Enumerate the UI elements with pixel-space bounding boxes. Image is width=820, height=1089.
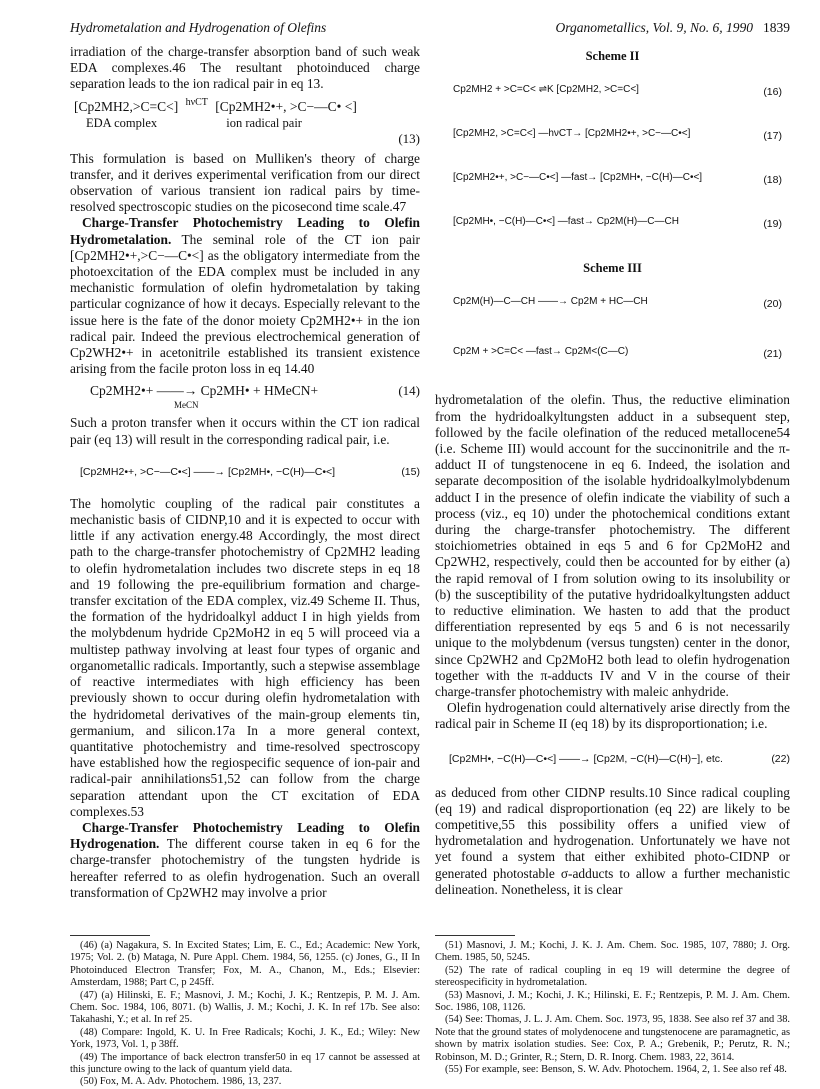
scheme-3-eq-20 (435, 282, 790, 332)
scheme-equation: [Cp2MH•, −C(H)—C•<] —fast→ Cp2M(H)—C—CH (453, 216, 679, 228)
equation-number: (16) (763, 86, 782, 99)
equation-13 (70, 97, 420, 147)
equation-body: [Cp2MH2•+, >C−—C•<] ——→ [Cp2MH•, −C(H)—C•<] (80, 465, 336, 478)
paragraph (70, 820, 420, 901)
paragraph: This formulation is based on Mulliken's theory of charge transfer, and it derives experimental verification from our direct observation of various transient ion radical pairs by time-resolved spectroscopic studies on the picosecond time scale.47 (70, 150, 420, 215)
equation-body (90, 383, 318, 412)
equation-body (74, 96, 357, 131)
equation-body: [Cp2MH•, −C(H)—C•<] ——→ [Cp2M, −C(H)—C(H)−], etc. (449, 752, 723, 765)
paragraph: Olefin hydrogenation could alternatively arise directly from the radical pair in Scheme II (eq 18) by its disproportionation; i.e. (435, 700, 790, 732)
paragraph: Such a proton transfer when it occurs within the CT ion radical pair (eq 13) will result in the corresponding radical pair, i.e. (70, 415, 420, 447)
scheme-2-eq-16 (435, 70, 790, 114)
equation-number: (17) (763, 130, 782, 143)
footnote-48: (48) Compare: Ingold, K. U. In Free Radicals; Kochi, J. K., Ed.; Wiley: New York, 1973, Vol. 1, p 38ff. (70, 1026, 420, 1051)
scheme-2-eq-18 (435, 158, 790, 202)
scheme-3-eq-21 (435, 332, 790, 386)
equation-number: (19) (763, 218, 782, 231)
equation-number: (21) (763, 348, 782, 361)
scheme-2-eq-17 (435, 114, 790, 158)
footnotes-right (435, 940, 790, 1076)
footnote-53: (53) Masnovi, J. M.; Kochi, J. K.; Hilinski, E. F.; Rentzepis, P. M. J. Am. Chem. Soc. 1986, 108, 1126. (435, 989, 790, 1014)
scheme-equation: Cp2M(H)—C—CH ——→ Cp2M + HC—CH (453, 296, 648, 308)
footnote-52: (52) The rate of radical coupling in eq 19 will determine the degree of stereospecificity in hydrometalation. (435, 964, 790, 989)
eq14-solvent: MeCN (174, 399, 199, 410)
footnote-rule (435, 935, 515, 936)
equation-22 (435, 737, 790, 781)
eq13-label-ion-pair: ion radical pair (226, 115, 302, 130)
paragraph (70, 215, 420, 377)
equation-number: (14) (398, 383, 420, 399)
eq13-arrow-label: hνCT (185, 96, 208, 108)
scheme-2-eq-19 (435, 202, 790, 246)
equation-number: (13) (398, 130, 420, 146)
equation-14 (70, 381, 420, 411)
page-number: 1839 (763, 20, 790, 35)
footnote-49: (49) The importance of back electron transfer50 in eq 17 cannot be assessed at this juncture owing to the lack of quantum yield data. (70, 1051, 420, 1076)
footnote-51: (51) Masnovi, J. M.; Kochi, J. K. J. Am. Chem. Soc. 1985, 107, 7880; J. Org. Chem. 1985, 50, 5245. (435, 940, 790, 964)
section-heading-hydrogenation: Charge-Transfer Photochemistry Leading to Olefin Hydrogenation. (70, 819, 420, 852)
footnotes-left (70, 940, 420, 1089)
paragraph: as deduced from other CIDNP results.10 Since radical coupling (eq 19) and radical disproportionation (eq 22) are likely to be competitive,55 this possibility offers a unified view of hydrometalation and hydrogenation. Unfortunately we have not yet found a system that either exhibited photo-CIDNP or generated photostable σ-adducts to allow a further mechanistic delineation. Nonetheless, it is clear (435, 784, 790, 897)
footnote-rule (70, 935, 150, 936)
footnote-54: (54) See: Thomas, J. L. J. Am. Chem. Soc. 1973, 95, 1838. See also ref 37 and 38. Note that the ground states of molydenocene and tungstenocene are paramagnetic, as shown by matrix isolation studies. See: Cox, P. A.; Grebenik, P.; Perutz, R. N.; Robinson, M. D.; Grinter, R.; Stern, D. R. Inorg. Chem. 1983, 22, 3614. (435, 1014, 790, 1063)
equation-number: (20) (763, 298, 782, 311)
equation-15 (70, 452, 420, 492)
paragraph-text: The different course taken in eq 6 for the charge-transfer photochemistry of the tungsten hydride is hereafter referred to as olefin hydrogenation. Such an overall transformation of Cp2WH2 may involve a prior (70, 836, 420, 900)
right-column (435, 44, 790, 898)
paragraph: hydrometalation of the olefin. Thus, the reductive elimination from the hydridoalkyltungsten adduct in a subsequent step, followed by the facile olefination of the reduced metallocene54 (i.e. Scheme III) would account for the succinonitrile and the π-adduct II of tungstenocene in eq 6. Indeed, the isolation and separate decomposition of the isolable hydridoalkylmolybdenum adduct I in the presence of olefin indicate the viability of such a process (viz., eq 10) under the photochemical conditions extant during the charge-transfer photochemistry. The different stoichiometries obtained in eqs 5 and 6 for Cp2MoH2 and Cp2WH2, respectively, could then be accounted for by either (a) the rapid removal of I from solution owing to its insolubility or (b) the susceptibility of the putative hydridoalkyltungsten adduct to reductive elimination. We hasten to add that the product differentiation represented by eqs 5 and 6 is not necessarily unique to the molybdenum (versus tungsten) center in the donor, since Cp2WH2 and Cp2MoH2 both lead to olefin hydrogenation together with the π-adducts IV and V in the course of their charge-transfer photochemistry with maleic anhydride. (435, 392, 790, 700)
scheme-equation: Cp2MH2 + >C=C< ⇌K [Cp2MH2, >C=C<] (453, 84, 639, 96)
footnote-50: (50) Fox, M. A. Adv. Photochem. 1986, 13, 237. (80, 1076, 282, 1088)
left-column (70, 44, 420, 901)
scheme-equation: [Cp2MH2•+, >C−—C•<] —fast→ [Cp2MH•, −C(H)—C•<] (453, 172, 703, 184)
paragraph: irradiation of the charge-transfer absorption band of such weak EDA complexes.46 The resultant photoinduced charge separation leads to the ion radical pair in eq 13. (70, 44, 420, 92)
scheme-equation: [Cp2MH2, >C=C<] —hνCT→ [Cp2MH2•+, >C−—C•<] (453, 128, 691, 140)
eq13-label-eda: EDA complex (86, 115, 158, 130)
eq13-lhs: [Cp2MH2,>C=C<] (74, 98, 179, 114)
running-header-title: Hydrometalation and Hydrogenation of Olefins (70, 20, 327, 35)
footnote-47: (47) (a) Hilinski, E. F.; Masnovi, J. M.; Kochi, J. K.; Rentzepis, P. M. J. Am. Chem. Soc. 1984, 106, 8071. (b) Wallis, J. M.; Kochi, J. K. In ref 17b. See also: Takahashi, Y.; et al. In ref 25. (70, 989, 420, 1026)
running-header-journal (556, 20, 791, 36)
paragraph: The homolytic coupling of the radical pair constitutes a mechanistic basis of CIDNP,10 and it is expected to occur with little if any activation energy.48 Accordingly, the most direct path to the charge-transfer photochemistry of Cp2MH2 leading to olefin hydrometalation includes two discrete steps in eq 18 and 19 following the pre-equilibrium formation and charge-transfer excitation of the EDA complex, viz.49 Scheme II. Thus, the formation of the hydridoalkyl adduct I in high yields from the molybdenum hydride Cp2MoH2 in eq 5 will proceed via a multistep pathway involving at least four types of organic and organometallic radicals. Importantly, such a stepwise assemblage of reactive intermediates with high efficiency has been previously shown to occur during olefin hydrometalation with the hydridometal derivatives of the main-group elements tin, germanium, and silicon.17a In a more general context, quantitative photochemistry and time-resolved spectroscopy have established how the regiospecific sequence of ion-pair and radical-pair annihilations51,52 can follow from the charge separation attendant upon the CT excitation of EDA complexes.53 (70, 495, 420, 819)
footnote-46: (46) (a) Nagakura, S. In Excited States; Lim, E. C., Ed.; Academic: New York, 1975; Vol. 2. (b) Mataga, N. Pure Appl. Chem. 1984, 56, 1255. (c) Jones, G., II In Photoinduced Electron Transfer; Fox, M. A., Chanon, M., Eds.; Elsevier: Amsterdam, 1988; Part C, p 245ff. (70, 940, 420, 989)
paragraph-text: The seminal role of the CT ion pair [Cp2MH2•+,>C−—C•<] as the obligatory intermediate from the photoexcitation of the EDA complex must be included in any mechanistic formulation of olefin hydrometalation by taking particular cognizance of how it decays. Especially relevant to the issue here is the fate of the donor moiety Cp2MH2•+ in the ion radical pair. Indeed the previous electrochemical generation of Cp2WH2•+ in acetonitrile established its transient existence arising from the facile proton loss in eq 14.40 (70, 231, 420, 377)
journal-citation: Organometallics, Vol. 9, No. 6, 1990 (555, 20, 753, 35)
equation-number: (22) (771, 752, 790, 765)
eq13-rhs: [Cp2MH2•+, >C−—C• <] (215, 98, 357, 114)
footnote-55: (55) For example, see: Benson, S. W. Adv. Photochem. 1964, 2, 1. See also ref 48. (445, 1064, 787, 1076)
eq14-text: Cp2MH2•+ ——→ Cp2MH• + HMeCN+ (90, 383, 319, 399)
equation-number: (18) (763, 174, 782, 187)
section-heading-hydrometalation: Charge-Transfer Photochemistry Leading to Olefin Hydrometalation. (70, 215, 420, 247)
scheme-2-title: Scheme II (585, 49, 640, 63)
scheme-equation: Cp2M + >C=C< —fast→ Cp2M<(C—C) (453, 346, 629, 358)
scheme-3-title: Scheme III (583, 261, 642, 276)
equation-number: (15) (401, 465, 420, 478)
